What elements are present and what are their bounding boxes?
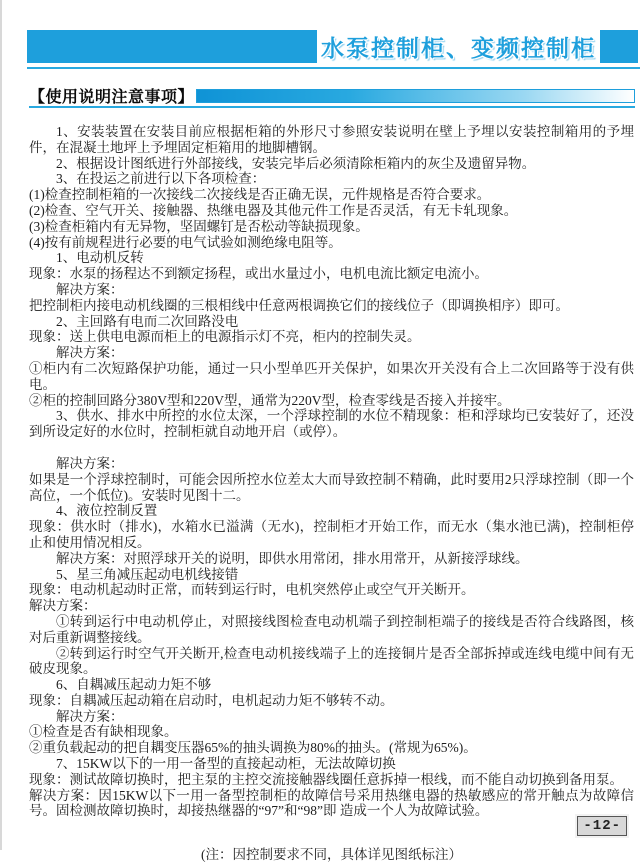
paragraph: 现象：供水时（排水)，水箱水已溢满（无水)，控制柜才开始工作，而无水（集水池已满)，控制柜停止和使用情况相反。 (29, 519, 634, 550)
paragraph: 解决方案：因15KW以下一用一备型控制柜的故障信号采用热继电器的热敏感应的常开触点为故障信号。固检测故障切换时，却接热继器的“97”和“98”即 造成一个人为故障试验。 (29, 787, 634, 819)
page-header (27, 30, 638, 63)
paragraph: 现象：送上供电电源而柜上的电源指示灯不亮，柜内的控制失灵。 (29, 329, 421, 345)
paragraph: 解决方案： (56, 455, 124, 471)
paragraph: 把控制柜内接电动机线圈的三根相线中任意两根调换它们的接线位子（即调换相序）即可。 (29, 297, 569, 313)
paragraph: 现象：水泵的扬程达不到额定扬程，或出水量过小，电机电流比额定电流小。 (29, 266, 488, 282)
paragraph: 解决方案： (56, 708, 124, 724)
paragraph: 如果是一个浮球控制时，可能会因所控水位差太大而导致控制不精确，此时要用2只浮球控制（即一个高位，一个低位)。安装时见图十二。 (29, 471, 634, 503)
paragraph: 解决方案： (29, 598, 97, 614)
paragraph: 解决方案： (56, 281, 124, 297)
paragraph: (4)按有前规程进行必要的电气试验如测绝缘电阻等。 (29, 234, 342, 250)
paragraph: ①检查是否有缺相现象。 (29, 724, 178, 740)
section-gradient-bar (196, 89, 635, 103)
banner-bar (27, 30, 317, 63)
paragraph: ①柜内有二次短路保护功能，通过一只小型单匹开关保护，如果次开关没有合上二次回路等于没有供电。 (29, 360, 634, 392)
page-number-badge: -12- (577, 816, 627, 836)
section-divider (29, 106, 635, 108)
document-body (29, 124, 634, 863)
paragraph: 7、15KW以下的一用一备型的直接起动柜，无法故障切换 (56, 756, 396, 772)
paragraph: 解决方案： (56, 345, 124, 361)
paragraph: 1、电动机反转 (56, 250, 144, 266)
paragraph: 2、根据设计图纸进行外部接线，安装完毕后必须清除柜箱内的灰尘及遗留异物。 (56, 155, 536, 171)
paragraph: 1、安装装置在安装目前应根据柜箱的外形尺寸参照安装说明在壁上予埋以安装控制箱用的予埋件，在混凝土地坪上予埋固定柜箱用的地脚槽钢。 (29, 124, 634, 155)
paragraph: 4、液位控制反置 (56, 503, 158, 519)
paragraph: 3、供水、排水中所控的水位太深，一个浮球控制的水位不精现象：柜和浮球均已安装好了，还没到所设定好的水位时，控制柜就自动地开启（或停）。 (29, 408, 634, 440)
paragraph: 现象：测试故障切换时，把主泵的主控交流接触器线圈任意拆掉一根线，而不能自动切换到备用泵。 (29, 771, 623, 787)
paragraph: ②柜的控制回路分380V型和220V型，通常为220V型，检查零线是否接入并接牢。 (29, 392, 511, 408)
paragraph: 2、主回路有电而二次回路没电 (56, 313, 239, 329)
paragraph: (注：因控制要求不同，具体详见图纸标注） (201, 847, 462, 863)
page-title: 水泵控制柜、变频控制柜 (321, 35, 596, 61)
paragraph: (2)检查、空气开关、接触器、热继电器及其他元件工作是否灵活，有无卡轧现象。 (29, 202, 518, 218)
paragraph: (3)检查柜箱内有无异物，坚固螺钉是否松动等缺损现象。 (29, 218, 369, 234)
paragraph: 现象：电动机起动时正常，而转到运行时，电机突然停止或空气开关断开。 (29, 582, 475, 598)
paragraph: 6、自耦减压起动力矩不够 (56, 677, 212, 693)
header-divider (27, 67, 640, 69)
paragraph: 现象：自耦减压起动箱在启动时，电机起动力矩不够转不动。 (29, 692, 394, 708)
paragraph: 5、星三角减压起动电机线接错 (56, 566, 239, 582)
paragraph: 解决方案：对照浮球开关的说明，即供水用常闭，排水用常开，从新接浮球线。 (56, 550, 529, 566)
paragraph: 3、在投运之前进行以下各项检查： (56, 171, 266, 187)
banner-end-block (600, 30, 638, 63)
paragraph: ②转到运行时空气开关断开,检查电动机接线端子上的连接铜片是否全部拆掉或连线电缆中间有无破皮现象。 (29, 645, 634, 677)
section-header (29, 84, 635, 107)
paragraph: (1)检查控制柜箱的一次接线二次接线是否正确无误，元件规格是否符合要求。 (29, 187, 491, 203)
paragraph: ②重负载起动的把自耦变压器65%的抽头调换为80%的抽头。(常规为65%)。 (29, 740, 477, 756)
section-title: 【使用说明注意事项】 (29, 89, 195, 106)
paragraph: ①转到运行中电动机停止，对照接线图检查电动机端子到控制柜端子的接线是否符合线路图，核对后重新调整接线。 (29, 613, 634, 645)
